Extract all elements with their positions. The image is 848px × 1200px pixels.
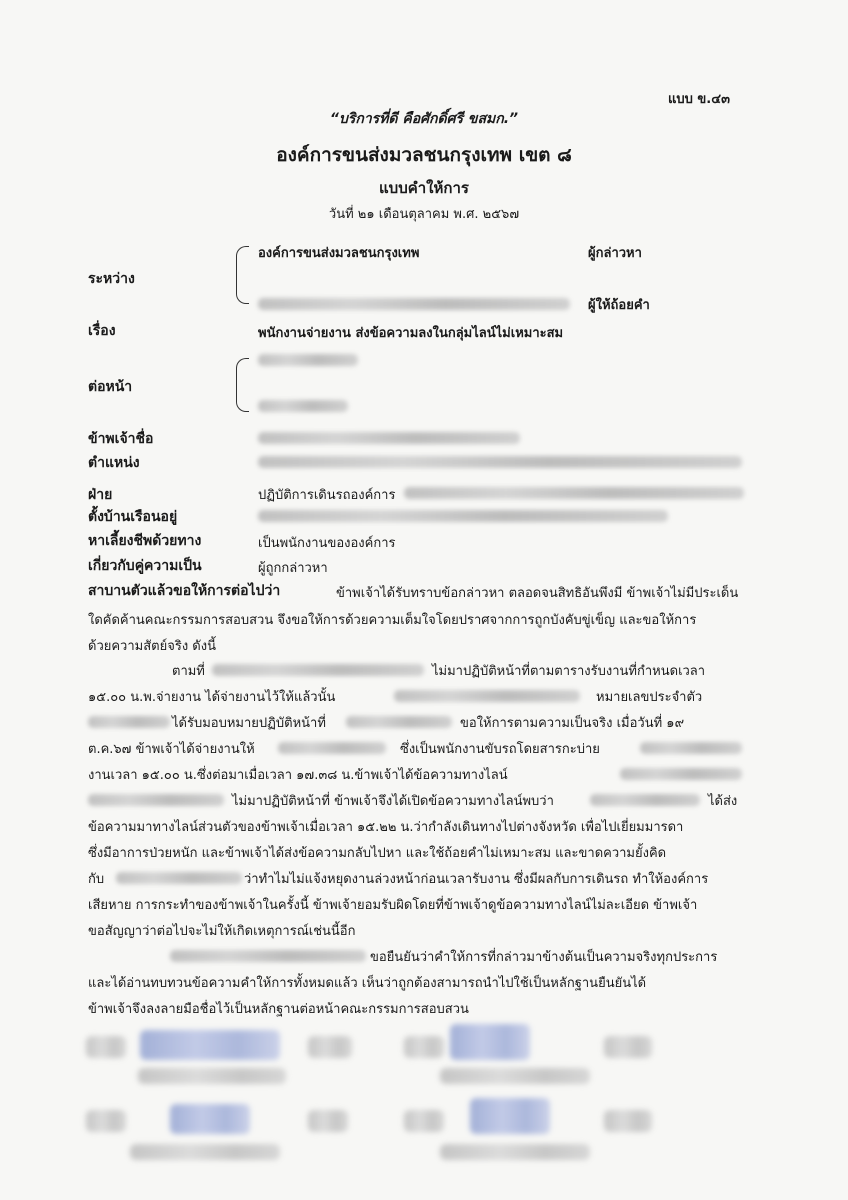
p1-line-4b: ซึ่งเป็นพนักงานขับรถโดยสารกะบ่าย: [400, 742, 600, 757]
redacted-p1-4: [346, 716, 452, 728]
p1-line-5: งานเวลา ๑๕.๐๐ น.ซึ่งต่อมาเมื่อเวลา ๑๗.๓๘ น.ข้าพเจ้าได้ข้อความทางไลน์: [88, 768, 508, 783]
signature-3: [170, 1104, 250, 1134]
relation-label: เกี่ยวกับคู่ความเป็น: [88, 558, 202, 574]
sig-name-4: [440, 1144, 590, 1160]
redacted-before-1: [258, 354, 358, 366]
oath-label: สาบานตัวแล้วขอให้การต่อไปว่า: [88, 583, 281, 599]
subject-label: เรื่อง: [88, 323, 116, 339]
p2-line-3: ข้าพเจ้าจึงลงลายมือชื่อไว้เป็นหลักฐานต่อหน้าคณะกรรมการสอบสวน: [88, 1002, 469, 1017]
doc-title: แบบคำให้การ: [379, 179, 469, 197]
p1-line-7: ข้อความมาทางไลน์ส่วนตัวของข้าพเจ้าเมื่อเวลา ๑๕.๒๒ น.ว่ากำลังเดินทางไปต่างจังหวัด เพื่อไปเยี่ยมมารดา: [88, 820, 684, 835]
p1-line-6b: ได้ส่ง: [708, 794, 738, 809]
position-label: ตำแหน่ง: [88, 455, 140, 471]
date-line: วันที่ ๒๑ เดือนตุลาคม พ.ศ. ๒๕๖๗: [328, 207, 520, 222]
p1-line-3a: ได้รับมอบหมายปฏิบัติหน้าที่: [172, 716, 326, 731]
sig-role-4: [604, 1110, 652, 1132]
p2-line-1: ขอยืนยันว่าคำให้การที่กล่าวมาข้างต้นเป็นความจริงทุกประการ: [370, 950, 718, 965]
party1-name: องค์การขนส่งมวลชนกรุงเทพ: [258, 246, 420, 261]
p1-line-11: ขอสัญญาว่าต่อไปจะไม่ให้เกิดเหตุการณ์เช่นนี้อีก: [88, 924, 356, 939]
sig-name-3: [130, 1144, 280, 1160]
between-brace: [236, 246, 249, 304]
intro-line-2: ใดคัดค้านคณะกรรมการสอบสวน จึงขอให้การด้วยความเต็มใจโดยปราศจากการถูกบังคับขู่เข็ญ และขอให้การ: [88, 613, 697, 628]
occupation-label: หาเลี้ยงชีพด้วยทาง: [88, 533, 202, 549]
p1-line-9a: กับ: [88, 872, 105, 887]
between-label: ระหว่าง: [88, 271, 135, 287]
p1-line-2b: หมายเลขประจำตัว: [596, 690, 703, 705]
sig-name-2: [440, 1068, 590, 1084]
redacted-name: [258, 432, 520, 444]
redacted-p1-8: [88, 794, 224, 806]
redacted-position: [258, 456, 742, 468]
address-label: ตั้งบ้านเรือนอยู่: [88, 509, 178, 525]
redacted-address: [258, 510, 668, 522]
sig-role-3: [308, 1110, 348, 1132]
redacted-p1-2: [394, 690, 580, 702]
signature-4: [470, 1098, 550, 1134]
sig-label-4: [404, 1110, 444, 1132]
before-brace: [236, 358, 249, 412]
subject-value: พนักงานจ่ายงาน ส่งข้อความลงในกลุ่มไลน์ไม่เหมาะสม: [258, 326, 564, 341]
dept-value: ปฏิบัติการเดินรถองค์การ: [258, 488, 396, 503]
p1-line-10: เสียหาย การกระทำของข้าพเจ้าในครั้งนี้ ข้าพเจ้ายอมรับผิดโดยที่ข้าพเจ้าดูข้อความทางไลน์ไม่ละเอียด ข้าพเจ้า: [88, 898, 698, 913]
relation-value: ผู้ถูกกล่าวหา: [258, 561, 328, 576]
intro-line-1: ข้าพเจ้าได้รับทราบข้อกล่าวหา ตลอดจนสิทธิอันพึงมี ข้าพเจ้าไม่มีประเด็น: [336, 586, 739, 601]
redacted-p1-7: [620, 768, 742, 780]
redacted-p1-5: [278, 742, 386, 754]
intro-line-3: ด้วยความสัตย์จริง ดังนี้: [88, 639, 216, 654]
signature-1: [140, 1030, 280, 1060]
before-label: ต่อหน้า: [88, 379, 133, 395]
sig-label-3: [86, 1110, 126, 1132]
p1-line-3b: ขอให้การตามความเป็นจริง เมื่อวันที่ ๑๙: [460, 716, 685, 731]
redacted-p1-3: [88, 716, 170, 728]
dept-label: ฝ่าย: [88, 487, 113, 503]
redacted-p1-1: [212, 664, 424, 676]
redacted-p2-1: [170, 950, 366, 962]
redacted-p1-6: [640, 742, 742, 754]
party2-role: ผู้ให้ถ้อยคำ: [588, 298, 650, 313]
p1-line-1a: ตามที่: [172, 664, 205, 679]
occupation-value: เป็นพนักงานขององค์การ: [258, 536, 396, 551]
sig-role-2: [604, 1036, 652, 1058]
sig-name-1: [138, 1068, 286, 1084]
redacted-before-2: [258, 400, 348, 412]
redacted-p1-10: [116, 872, 242, 884]
form-code: แบบ ข.๔๓: [668, 92, 730, 107]
p1-line-9b: ว่าทำไมไม่แจ้งหยุดงานล่วงหน้าก่อนเวลารับงาน ซึ่งมีผลกับการเดินรถ ทำให้องค์การ: [244, 872, 709, 887]
sig-label-1: [86, 1036, 126, 1058]
name-label: ข้าพเจ้าชื่อ: [88, 431, 154, 447]
p2-line-2: และได้อ่านทบทวนข้อความคำให้การทั้งหมดแล้ว เห็นว่าถูกต้องสามารถนำไปใช้เป็นหลักฐานยืนยันได้: [88, 976, 647, 991]
org-title: องค์การขนส่งมวลชนกรุงเทพ เขต ๘: [276, 144, 572, 166]
p1-line-1b: ไม่มาปฏิบัติหน้าที่ตามตารางรับงานที่กำหนดเวลา: [432, 664, 706, 679]
redacted-p1-9: [590, 794, 700, 806]
p1-line-6a: ไม่มาปฏิบัติหน้าที่ ข้าพเจ้าจึงได้เปิดข้อความทางไลน์พบว่า: [232, 794, 554, 809]
party1-role: ผู้กล่าวหา: [588, 246, 642, 261]
sig-role-1: [308, 1036, 352, 1058]
slogan: “บริการที่ดี คือศักดิ์ศรี ขสมก.”: [329, 111, 519, 127]
p1-line-8: ซึ่งมีอาการป่วยหนัก และข้าพเจ้าได้ส่งข้อความกลับไปหา และใช้ถ้อยคำไม่เหมาะสม และขาดความยั้งคิด: [88, 846, 667, 861]
p1-line-2a: ๑๕.๐๐ น.พ.จ่ายงาน ได้จ่ายงานไว้ให้แล้วนั้น: [88, 690, 336, 705]
redacted-dept: [404, 487, 744, 499]
p1-line-4a: ต.ค.๖๗ ข้าพเจ้าได้จ่ายงานให้: [88, 742, 255, 757]
sig-label-2: [404, 1036, 444, 1058]
redacted-party2: [258, 298, 570, 310]
signature-2: [450, 1024, 530, 1060]
